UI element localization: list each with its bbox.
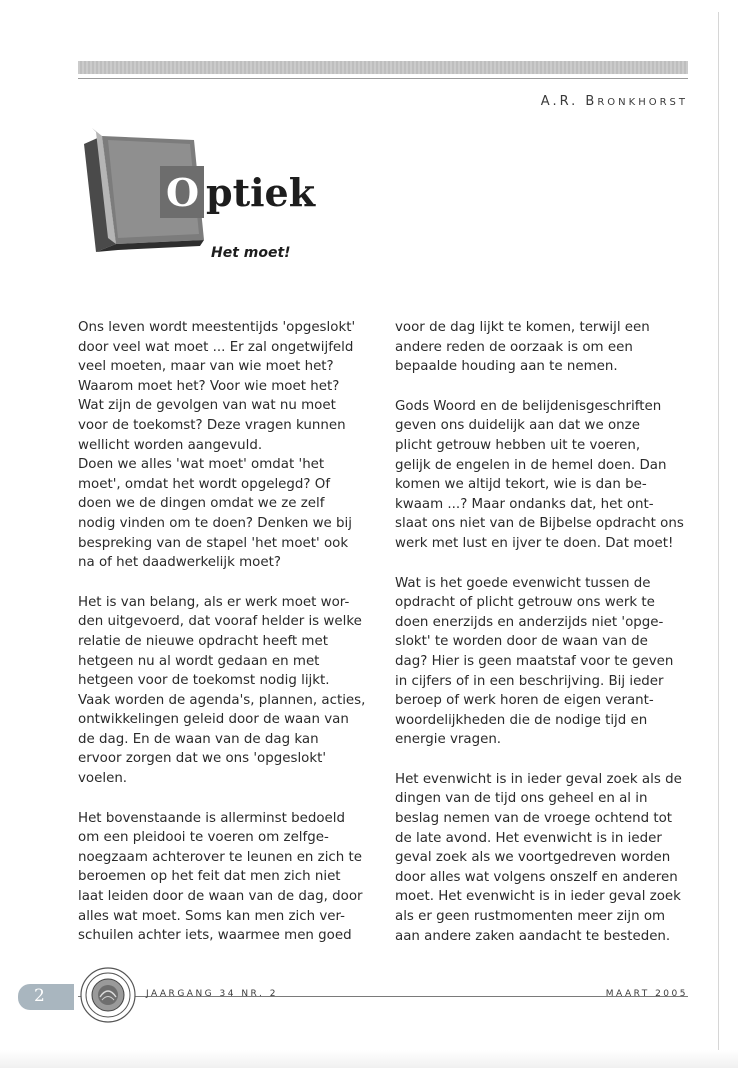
author-name: A.R. BRONKHORST: [540, 94, 688, 109]
logo-wordmark: [166, 166, 316, 215]
header-rule: [78, 78, 688, 79]
article-subtitle: Het moet!: [211, 245, 291, 261]
paragraph: Het bovenstaande is allerminst bedoeld om een pleidooi te voeren om zelfge- noegzaam achterover te leunen en zich te beroemen op het feit dat men zich niet laat leiden door de waan van de dag, door alles wat moet. Soms kan men zich ver- schuilen achter iets, waarmee men goed: [78, 810, 363, 944]
footer-volume: JAARGANG 34 NR. 2: [146, 989, 278, 999]
left-column: [78, 318, 378, 966]
page-number-tab: [18, 984, 74, 1010]
right-column: [395, 318, 695, 966]
header-band: [78, 61, 688, 74]
paragraph: Gods Woord en de belijdenisgeschriften geven ons duidelijk aan dat we onze plicht getrouw hebben uit te voeren, gelijk de engelen in de hemel doen. Dan komen we altijd tekort, wie is dan be- kwaam ...? Maar ondanks dat, het ont- slaat ons niet van de Bijbelse opdracht ons werk met lust en ijver te doen. Dat moet!: [395, 398, 684, 551]
paragraph: Ons leven wordt meestentijds 'opgeslokt' door veel wat moet ... Er zal ongetwijfeld veel moeten, maar van wie moet het? Waarom moet het? Voor wie moet het? Wat zijn de gevolgen van wat nu moet voor de toekomst? Deze vragen kunnen wellicht worden aangevuld. Doen we alles 'wat moet' omdat 'het moet', omdat het wordt opgelegd? Of doen we de dingen omdat we ze zelf nodig vinden om te doen? Denken we bij bespreking van de stapel 'het moet' ook na of het daadwerkelijk moet?: [78, 320, 356, 571]
paragraph: Het is van belang, als er werk moet wor- den uitgevoerd, dat vooraf helder is welke relatie de nieuwe opdracht heeft met hetgeen nu al wordt gedaan en met hetgeen voor de toekomst nodig lijkt. Vaak worden de agenda's, plannen, acties, ontwikkelingen geleid door de waan van de dag. En de waan van de dag kan ervoor zorgen dat we ons 'opgeslokt' voelen.: [78, 594, 366, 787]
emblem-seal-icon: [80, 967, 136, 1023]
paragraph: voor de dag lijkt te komen, terwijl een andere reden de oorzaak is om een bepaalde houding aan te nemen.: [395, 320, 650, 375]
logo-rest: ptiek: [206, 170, 316, 215]
paragraph: Het evenwicht is in ieder geval zoek als de dingen van de tijd ons geheel en al in beslag nemen van de vroege ochtend tot de late avond. Het evenwicht is in ieder geval zoek als we voortgedreven worden door alles wat volgens onszelf en anderen moet. Het evenwicht is in ieder geval zoek als er geen rustmomenten meer zijn om aan andere zaken aandacht te besteden.: [395, 771, 682, 944]
page-bottom-shadow: [0, 1050, 738, 1068]
page-number: 2: [34, 986, 45, 1006]
page-edge: [718, 12, 719, 1056]
paragraph: Wat is het goede evenwicht tussen de opdracht of plicht getrouw ons werk te doen enerzijds en anderzijds niet 'opge- slokt' te worden door de waan van de dag? Hier is geen maatstaf voor te geven in cijfers of in een beschrijving. Bij ieder beroep of werk horen de eigen verant- woordelijkheden die de nodige tijd en energie vragen.: [395, 575, 674, 748]
logo-initial: O: [166, 170, 200, 215]
footer-date: MAART 2005: [605, 989, 688, 999]
optiek-logo: [82, 126, 342, 256]
